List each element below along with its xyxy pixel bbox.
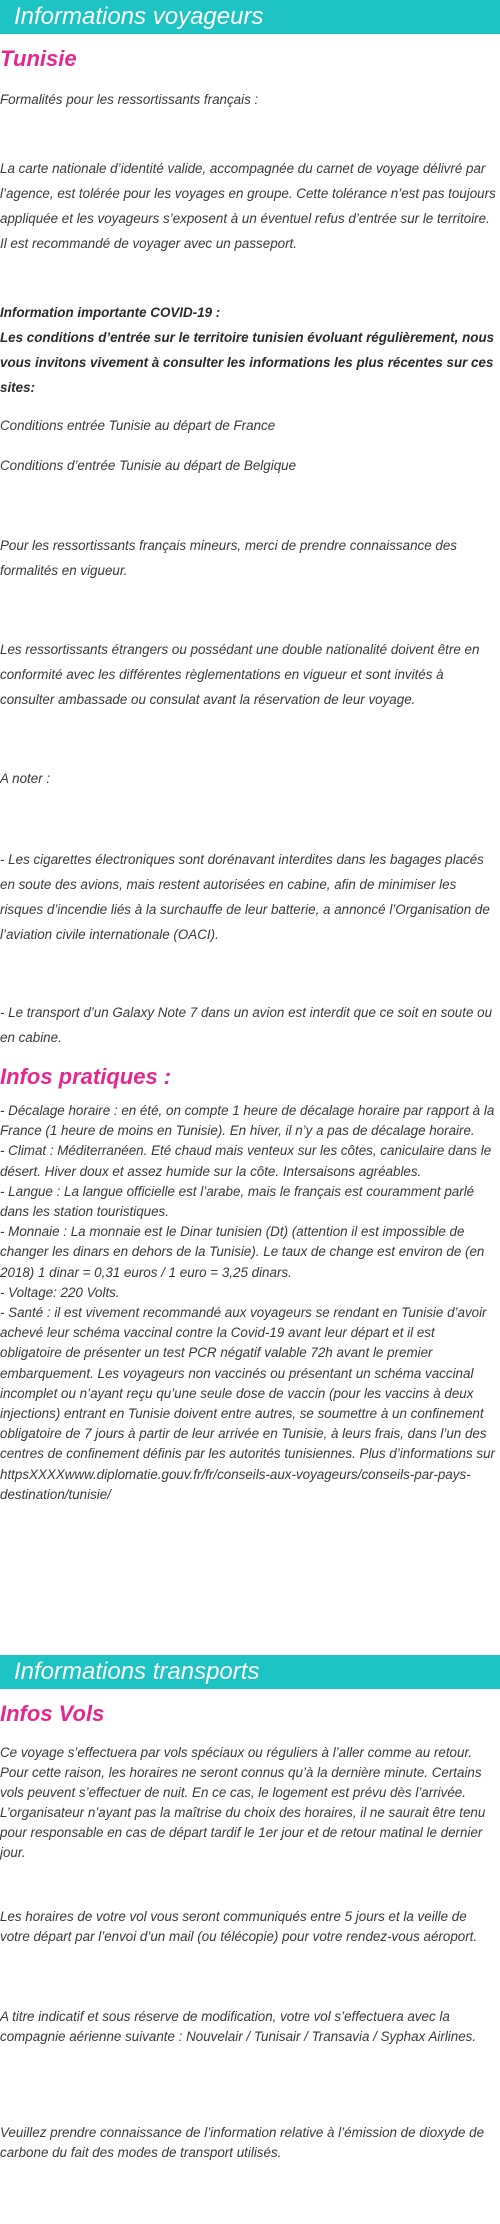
vols-paragraph: Ce voyage s’effectuera par vols spéciaux ou réguliers à l’aller comme au retour. Pour cette raison, les horaires ne seront connus qu’à la dernière minute. Certains vols peuvent s’effectuer de nuit. En ce cas, le logement est prévu dès l’arrivée. L’organisateur n’ayant pas la maîtrise du choix des horaires, il ne saurait être tenu pour responsable en cas de départ tardif le 1er jour et de retour matinal le dernier jour. — [0, 1745, 486, 1861]
a-noter-paragraph: A noter : — [0, 771, 51, 786]
conditions-france-link[interactable]: Conditions entrée Tunisie au départ de France — [0, 418, 276, 433]
conditions-belgique-link[interactable]: Conditions d’entrée Tunisie au départ de Belgique — [0, 458, 297, 473]
cigarettes-paragraph: - Les cigarettes électroniques sont dorénavant interdites dans les bagages placés en soute des avions, mais restent autorisées en cabine, afin de minimiser les risques d’incendie liés à la surchauffe de leur batterie, a annoncé l’Organisation de l’aviation civile internationale (OACI). — [0, 852, 490, 942]
galaxy-note-paragraph: - Le transport d’un Galaxy Note 7 dans un avion est interdit que ce soit en soute ou en cabine. — [0, 1005, 493, 1045]
infos-pratiques-heading: Infos pratiques : — [0, 1064, 172, 1089]
section-title-transports: Informations transports — [0, 1655, 500, 1689]
compagnie-paragraph: A titre indicatif et sous réserve de modification, votre vol s’effectuera avec la compagnie aérienne suivante : Nouvelair / Tunisair / Transavia / Syphax Airlines. — [0, 2009, 477, 2045]
infos-vols-heading: Infos Vols — [0, 1701, 105, 1726]
horaires-paragraph: Les horaires de votre vol vous seront communiqués entre 5 jours et la veille de votre départ par l’envoi d’un mail (ou télécopie) pour votre rendez-vous aéroport. — [0, 1909, 478, 1945]
country-heading: Tunisie — [0, 46, 77, 71]
covid-notice-paragraph: Information importante COVID-19 : Les conditions d’entrée sur le territoire tunisien évoluant régulièrement, nous vous invitons vivement à consulter les informations les plus récentes sur ces sites: — [0, 305, 495, 395]
dioxyde-paragraph: Veuillez prendre connaissance de l’information relative à l’émission de dioxyde de carbone du fait des modes de transport utilisés. — [0, 2125, 485, 2161]
formalites-paragraph: Formalités pour les ressortissants français : — [0, 92, 259, 107]
minors-paragraph: Pour les ressortissants français mineurs, merci de prendre connaissance des formalités en vigueur. — [0, 538, 457, 578]
infos-pratiques-list: - Décalage horaire : en été, on compte 1 heure de décalage horaire par rapport à la France (1 heure de moins en Tunisie). En hiver, il n’y a pas de décalage horaire. - Climat : Méditerranéen. Eté chaud mais venteux sur les côtes, caniculaire dans le désert. Hiver doux et assez humide sur la côte. Intersaisons agréables. - Langue : La langue officielle est l’arabe, mais le français est couramment parlé dans les station touristiques. - Monnaie : La monnaie est le Dinar tunisien (Dt) (attention il est impossible de changer les dinars en dehors de la Tunisie). Le taux de change est environ de (en 2018) 1 dinar = 0,31 euros / 1 euro = 3,25 dinars. - Voltage: 220 Volts. - Santé : il est vivement recommandé aux voyageurs se rendant en Tunisie d’avoir achevé leur schéma vaccinal contre la Covid-19 avant leur départ et il est obligatoire de présenter un test PCR négatif valable 72h avant le premier embarquement. Les voyageurs non vaccinés ou présentant un schéma vaccinal incomplet ou n’ayant reçu qu’une seule dose de vaccin (pour les vaccins à deux injections) entrant en Tunisie doivent entre autres, se soumettre à un confinement obligatoire de 7 jours à partir de leur arrivée en Tunisie, à leurs frais, dans l’un des centres de confinement définis par les autorités tunisiennes. Plus d’informations sur httpsXXXXwww.diplomatie.gouv.fr/fr/conseils-aux-voyageurs/conseils-par-pays-destination/tunisie/ — [0, 1103, 495, 1502]
section-title-voyageurs: Informations voyageurs — [0, 0, 500, 34]
identity-card-paragraph: La carte nationale d’identité valide, accompagnée du carnet de voyage délivré par l’agence, est tolérée pour les voyages en groupe. Cette tolérance n’est pas toujours appliquée et les voyageurs s’exposent à un éventuel refus d’entrée sur le territoire. Il est recommandé de voyager avec un passeport. — [0, 161, 496, 251]
foreigners-paragraph: Les ressortissants étrangers ou possédant une double nationalité doivent être en conformité avec les différentes règlementations en vigueur et sont invités à consulter ambassade ou consulat avant la réservation de leur voyage. — [0, 642, 480, 707]
